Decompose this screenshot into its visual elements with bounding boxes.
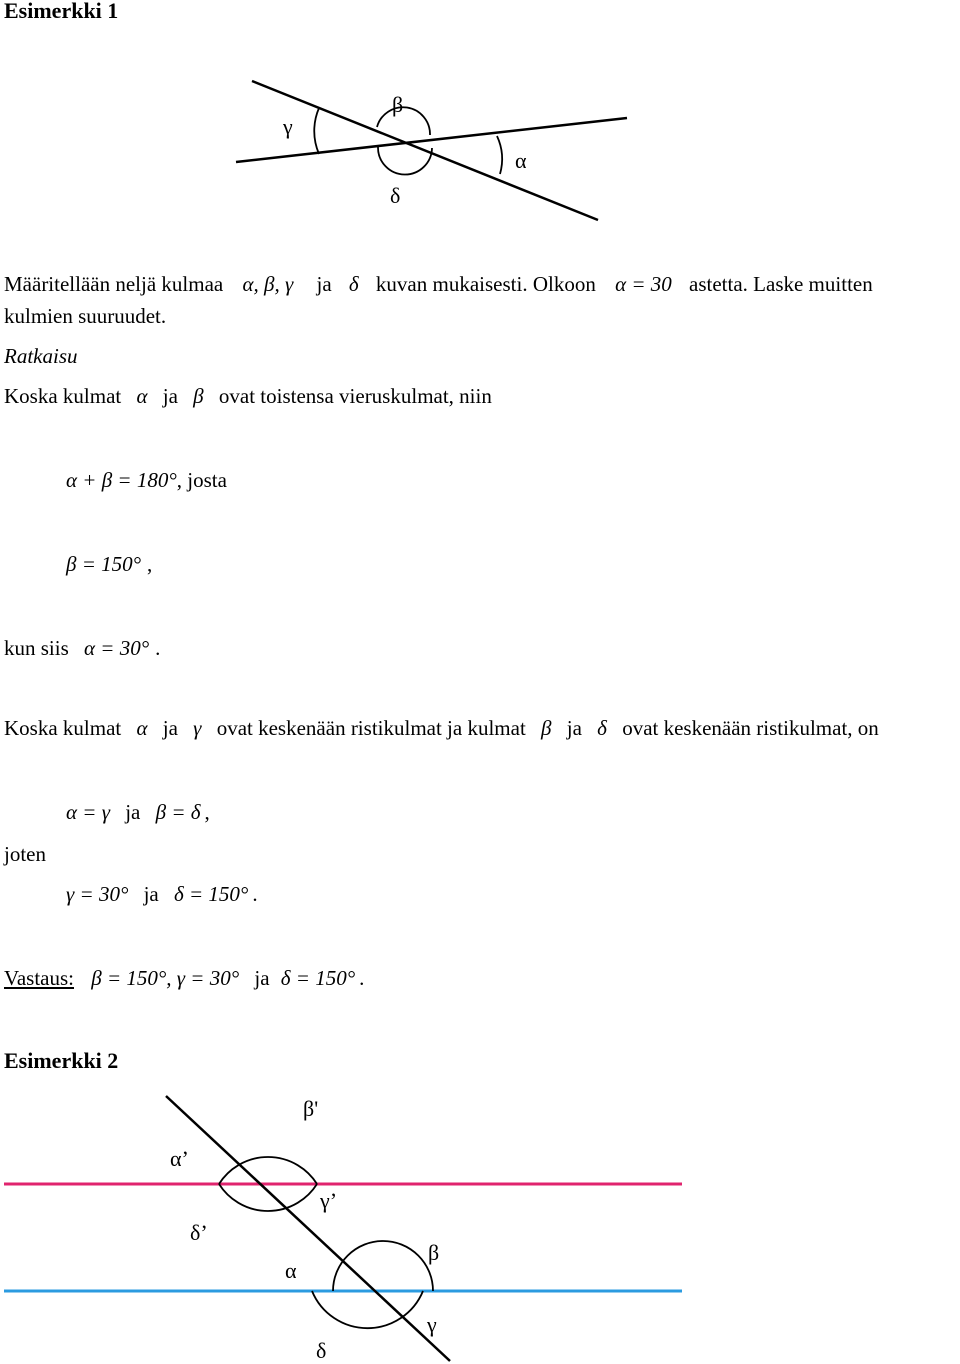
equation-result-m1: γ = 30°	[66, 882, 129, 906]
risti-text-3: ovat keskenään ristikulmat, on	[622, 716, 879, 740]
answer-m1: β = 150°, γ = 30°	[91, 966, 240, 990]
equation-result	[66, 882, 258, 907]
intro-delta: δ	[348, 272, 359, 296]
label-gamma-prime: γ’	[320, 1188, 338, 1213]
intro-text: Määritellään neljä kulmaa	[4, 272, 224, 296]
label-delta-2: δ	[316, 1338, 327, 1363]
example2-heading: Esimerkki 2	[4, 1048, 119, 1073]
risti-gamma: γ	[193, 716, 202, 740]
risti-text: Koska kulmat	[4, 716, 122, 740]
kun-siis-line	[4, 636, 160, 661]
figure-intersecting-lines	[0, 60, 700, 230]
equation-cross-end: ,	[204, 800, 210, 824]
equation-sum	[66, 468, 227, 493]
answer-ja: ja	[254, 966, 270, 990]
intro-line-2: kulmien suuruudet.	[4, 304, 167, 328]
vierus-line	[4, 384, 492, 409]
label-gamma-2: γ	[427, 1312, 437, 1337]
risti-line	[4, 716, 879, 741]
intro-ja: ja	[316, 272, 332, 296]
joten-text: joten	[4, 842, 46, 866]
equation-sum-text: , josta	[176, 468, 227, 492]
risti-text-2: ovat keskenään ristikulmat ja kulmat	[216, 716, 526, 740]
gamma-arc	[314, 108, 319, 154]
equation-result-m2: δ = 150°	[174, 882, 249, 906]
intro-text-3: astetta. Laske muitten	[689, 272, 873, 296]
risti-delta: δ	[597, 716, 607, 740]
label-beta-2: β	[428, 1240, 440, 1265]
transversal-line-2	[166, 1096, 450, 1361]
example1-heading: Esimerkki 1	[4, 0, 119, 23]
beta-arc	[377, 107, 430, 135]
equation-beta-math: β = 150°	[66, 552, 142, 576]
label-alpha-prime: α’	[170, 1146, 189, 1171]
kun-siis-text: kun siis	[4, 636, 69, 660]
answer-line	[4, 966, 364, 991]
equation-beta	[66, 552, 152, 577]
risti-alpha: α	[136, 716, 148, 740]
given-alpha: α = 30	[615, 272, 672, 296]
solution-label: Ratkaisu	[4, 344, 78, 368]
equation-cross-ja: ja	[125, 800, 141, 824]
equation-cross	[66, 800, 210, 825]
equation-result-ja: ja	[143, 882, 159, 906]
equation-result-end: .	[252, 882, 258, 906]
upper-top-arc	[219, 1157, 317, 1184]
equation-cross-m1: α = γ	[66, 800, 110, 824]
label-delta: δ	[390, 183, 401, 208]
equation-cross-m2: β = δ	[155, 800, 201, 824]
risti-ja: ja	[162, 716, 178, 740]
label-alpha-2: α	[285, 1258, 297, 1283]
label-gamma: γ	[283, 114, 293, 139]
answer-m2: δ = 150°	[280, 966, 356, 990]
vierus-beta: β	[193, 384, 204, 408]
intro-text-2: kuvan mukaisesti. Olkoon	[375, 272, 596, 296]
vierus-text: Koska kulmat	[4, 384, 122, 408]
answer-end: .	[359, 966, 365, 990]
risti-beta: β	[541, 716, 552, 740]
equation-beta-comma: ,	[147, 552, 153, 576]
label-delta-prime: δ’	[190, 1220, 208, 1245]
vierus-alpha: α	[136, 384, 148, 408]
greek-list: α, β, γ	[242, 272, 294, 296]
vierus-ja: ja	[162, 384, 178, 408]
alpha-arc	[497, 136, 502, 174]
label-alpha: α	[515, 148, 527, 173]
intro-line-1	[4, 272, 873, 297]
risti-ja-2: ja	[566, 716, 582, 740]
transversal-line	[252, 81, 598, 220]
answer-label: Vastaus:	[4, 966, 74, 990]
label-beta: β	[392, 92, 404, 117]
vierus-text-2: ovat toistensa vieruskulmat, niin	[218, 384, 492, 408]
equation-sum-math: α + β = 180°	[66, 468, 177, 492]
kun-siis-math: α = 30°	[84, 636, 150, 660]
label-beta-prime: β'	[303, 1096, 319, 1121]
kun-siis-end: .	[155, 636, 161, 660]
lower-bottom-arc	[312, 1291, 423, 1328]
figure-parallel-lines	[0, 1080, 700, 1364]
upper-bottom-arc	[219, 1184, 317, 1211]
